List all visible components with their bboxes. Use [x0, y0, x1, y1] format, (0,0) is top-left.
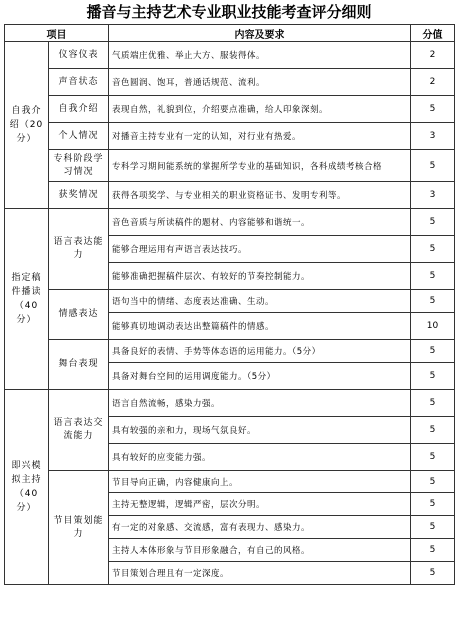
subcategory-cell: 仪容仪表 [49, 42, 109, 69]
score-cell: 5 [411, 417, 455, 444]
subcategory-cell: 语言表达能力 [49, 209, 109, 290]
subcategory-cell: 获奖情况 [49, 182, 109, 209]
subcategory-cell: 情感表达 [49, 290, 109, 340]
requirement-cell: 语言自然流畅，感染力强。 [109, 390, 411, 417]
score-cell: 5 [411, 96, 455, 123]
table-body [5, 42, 455, 585]
requirement-cell: 节目导向正确，内容健康向上。 [109, 471, 411, 493]
score-cell: 3 [411, 123, 455, 150]
requirement-cell: 节目策划合理且有一定深度。 [109, 562, 411, 585]
subcategory-cell: 节目策划能力 [49, 471, 109, 585]
requirement-cell: 具有较好的应变能力强。 [109, 444, 411, 471]
score-cell: 5 [411, 390, 455, 417]
score-cell: 10 [411, 313, 455, 340]
table-row [5, 150, 455, 182]
document-title: 播音与主持艺术专业职业技能考查评分细则 [86, 3, 372, 21]
requirement-cell: 对播音主持专业有一定的认知，对行业有热爱。 [109, 123, 411, 150]
score-cell: 5 [411, 471, 455, 493]
score-cell: 5 [411, 263, 455, 290]
score-cell: 5 [411, 150, 455, 182]
category-cell: 自我介绍（20分） [5, 42, 49, 209]
requirement-cell: 具备对舞台空间的运用调度能力。（5分） [109, 363, 411, 390]
score-cell: 5 [411, 236, 455, 263]
score-cell: 5 [411, 493, 455, 516]
score-cell: 2 [411, 42, 455, 69]
requirement-cell: 音色音质与所读稿件的题材、内容能够和谐统一。 [109, 209, 411, 236]
score-cell: 5 [411, 539, 455, 562]
requirement-cell: 气质端庄优雅、举止大方、服装得体。 [109, 42, 411, 69]
requirement-cell: 专科学习期间能系统的掌握所学专业的基础知识，各科成绩考核合格 [109, 150, 411, 182]
table-row [5, 209, 455, 236]
subcategory-cell: 个人情况 [49, 123, 109, 150]
category-cell: 即兴模拟主持（40分） [5, 390, 49, 585]
score-cell: 5 [411, 516, 455, 539]
score-cell: 5 [411, 562, 455, 585]
requirement-cell: 能够准确把握稿件层次、有较好的节奏控制能力。 [109, 263, 411, 290]
header-score: 分值 [411, 25, 455, 42]
table-row [5, 96, 455, 123]
table-row [5, 182, 455, 209]
table-row [5, 123, 455, 150]
table-row [5, 390, 455, 417]
subcategory-cell: 声音状态 [49, 69, 109, 96]
requirement-cell: 具有较强的亲和力，现场气氛良好。 [109, 417, 411, 444]
requirement-cell: 具备良好的表情、手势等体态语的运用能力。（5分） [109, 340, 411, 363]
table-row [5, 340, 455, 363]
requirement-cell: 表现自然，礼貌到位，介绍要点准确，给人印象深刻。 [109, 96, 411, 123]
subcategory-cell: 语言表达交流能力 [49, 390, 109, 471]
requirement-cell: 能够合理运用有声语言表达技巧。 [109, 236, 411, 263]
table-row [5, 69, 455, 96]
table-row [5, 42, 455, 69]
requirement-cell: 获得各项奖学、与专业相关的职业资格证书、发明专利等。 [109, 182, 411, 209]
score-cell: 5 [411, 290, 455, 313]
score-cell: 5 [411, 209, 455, 236]
table-row [5, 471, 455, 493]
requirement-cell: 音色圆润、饱耳，普通话规范、流利。 [109, 69, 411, 96]
requirement-cell: 主持人本体形象与节目形象融合，有自己的风格。 [109, 539, 411, 562]
subcategory-cell: 专科阶段学习情况 [49, 150, 109, 182]
requirement-cell: 有一定的对象感、交流感，富有表现力、感染力。 [109, 516, 411, 539]
header-content: 内容及要求 [109, 25, 411, 42]
requirement-cell: 能够真切地调动表达出整篇稿件的情感。 [109, 313, 411, 340]
score-cell: 5 [411, 444, 455, 471]
category-cell: 指定稿件播读（40分） [5, 209, 49, 390]
score-cell: 2 [411, 69, 455, 96]
scoring-table [4, 24, 455, 585]
score-cell: 3 [411, 182, 455, 209]
subcategory-cell: 舞台表现 [49, 340, 109, 390]
requirement-cell: 语句当中的情绪、态度表达准确、生动。 [109, 290, 411, 313]
score-cell: 5 [411, 340, 455, 363]
score-cell: 5 [411, 363, 455, 390]
table-row [5, 290, 455, 313]
header-item: 项目 [5, 25, 109, 42]
requirement-cell: 主持无整逻辑，逻辑严密，层次分明。 [109, 493, 411, 516]
subcategory-cell: 自我介绍 [49, 96, 109, 123]
table-header-row [5, 25, 455, 42]
